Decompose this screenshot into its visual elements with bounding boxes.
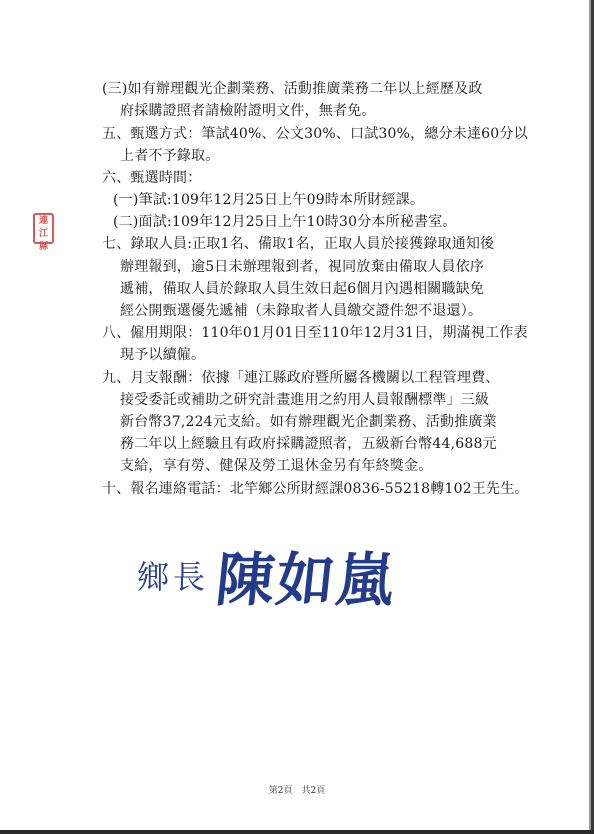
text-line-4: 上者不予錄取。: [120, 148, 220, 164]
signature-title: 鄉長: [137, 558, 210, 596]
text-line-5: 六、甄選時間：: [102, 170, 202, 186]
text-line-15: 接受委託或補助之研究計畫進用之約用人員報酬標準」三級: [120, 392, 490, 408]
text-line-14: 九、月支報酬：依據「連江縣政府暨所屬各機關以工程管理費、: [102, 370, 500, 386]
text-line-17: 務二年以上經驗且有政府採購證照者，五級新台幣44,688元: [120, 436, 497, 452]
text-line-3: 五、甄選方式：筆試40%、公文30%、口試30%，總分未達60分以: [102, 126, 528, 142]
text-line-8: 七、錄取人員:正取1名、備取1名，正取人員於接獲錄取通知後: [102, 236, 495, 252]
text-line-6: (一)筆試:109年12月25日上午09時本所財經課。: [113, 192, 425, 208]
text-line-11: 經公開甄選優先遞補（未錄取者人員繳交證件恕不退還）。: [120, 303, 483, 319]
text-line-9: 辦理報到，逾5日未辦理報到者，視同放棄由備取人員依序: [120, 259, 485, 275]
signature-name: 陳如嵐: [212, 546, 401, 614]
text-line-18: 支給，享有勞、健保及勞工退休金另有年終獎金。: [120, 458, 433, 474]
text-line-1: (三)如有辦理觀光企劃業務、活動推廣業務二年以上經歷及政: [102, 81, 483, 97]
text-line-2: 府採購證照者請檢附證明文件，無者免。: [120, 103, 376, 119]
signature-block: [137, 540, 401, 614]
seal-text: 連江縣: [38, 216, 48, 252]
text-line-16: 新台幣37,224元支給。如有辦理觀光企劃業務、活動推廣業: [120, 414, 497, 430]
text-line-13: 現予以續僱。: [120, 347, 206, 363]
page-edge-bottom: [0, 830, 594, 834]
page-footer: 第2頁 共2頁: [268, 786, 326, 796]
text-line-12: 八、僱用期限：110年01月01日至110年12月31日，期滿視工作表: [102, 325, 528, 341]
red-seal-stamp: [33, 213, 54, 252]
text-line-19: 十、報名連絡電話：北竿鄉公所財經課0836-55218轉102王先生。: [102, 481, 529, 497]
text-line-10: 遞補，備取人員於錄取人員生效日起6個月內遇相關職缺免: [120, 281, 485, 297]
text-line-7: (二)面試:109年12月25日上午10時30分本所秘書室。: [113, 214, 457, 230]
